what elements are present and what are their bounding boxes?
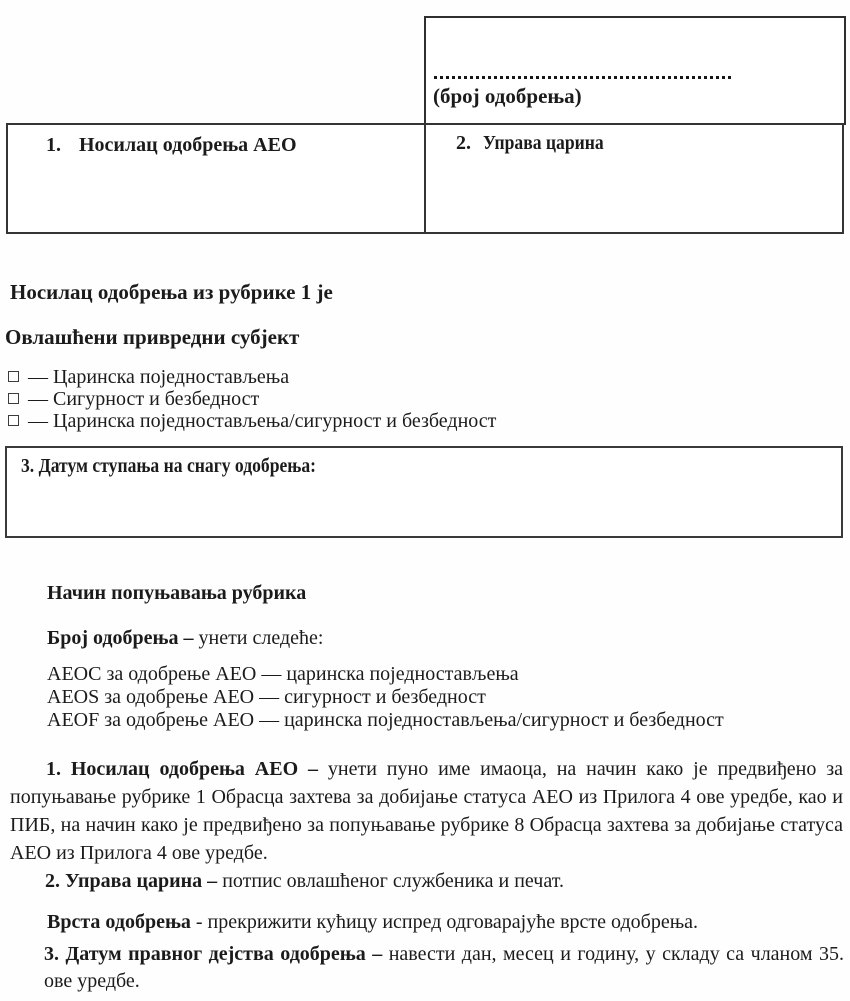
holder-customs-table [6, 123, 844, 234]
approval-code-list [47, 663, 724, 732]
checkbox-row-security-safety [8, 388, 259, 410]
instruction-item2-text: потпис овлашћеног службеника и печат. [222, 870, 564, 892]
instruction-item3-paragraph [44, 941, 844, 995]
approval-number-fill-line [434, 76, 731, 79]
holder-statement-line: Носилац одобрења из рубрике 1 је [10, 280, 333, 304]
approval-type-note [47, 910, 698, 934]
instruction-item2-paragraph [45, 869, 564, 893]
table-cell-customs [426, 125, 842, 232]
instruction-item1-paragraph [10, 755, 843, 867]
checkbox-combined[interactable] [8, 415, 19, 426]
instruction-item1-text: унети пуно име имаоца, на начин како је предвиђено за попуњавање рубрике 1 Обрасца захтева за добијање статуса АЕО из Прилога 4 ове уредбе, као и ПИБ, на начин како је предвиђено за попуњавање рубрике 8 Обрасца захтева за добијање статуса АЕО из Прилога 4 ове уредбе. [10, 758, 843, 864]
checkbox-label-combined: — Царинска поједностављења/сигурност и безбедност [28, 410, 497, 432]
approval-code-aeoc: AEOC за одобрење АЕО — царинска поједностављења [47, 663, 519, 685]
date-of-entry-label: 3. Датум ступања на снагу одобрења: [21, 455, 316, 477]
checkbox-customs-simplifications[interactable] [8, 371, 19, 382]
table-cell-holder [8, 125, 426, 232]
checkbox-security-safety[interactable] [8, 393, 19, 404]
instruction-item2-lead: 2. Управа царина – [45, 870, 218, 892]
cell2-label: Управа царина [483, 132, 604, 154]
approval-type-note-text: - прекрижити кућицу испред одговарајуће врсте одобрења. [195, 911, 699, 933]
approval-type-note-lead: Врста одобрења [47, 911, 191, 933]
cell1-label: Носилац одобрења АЕО [79, 134, 297, 156]
cell2-number: 2. [456, 132, 471, 154]
date-of-entry-box [5, 446, 843, 538]
instructions-heading: Начин попуњавања рубрика [47, 582, 307, 604]
cell1-number: 1. [46, 134, 61, 156]
instruction-item3-text: навести дан, месец и годину, у складу са чланом 35. ове уредбе. [44, 943, 845, 992]
approval-number-caption: (број одобрења) [433, 84, 582, 108]
instruction-item1-lead: 1. Носилац одобрења АЕО – [46, 758, 319, 780]
approval-number-instruction-text: унети следеће: [198, 627, 324, 649]
checkbox-label-security-safety: — Сигурност и безбедност [28, 388, 260, 410]
approval-code-aeof: AEOF за одобрење АЕО — царинска поједностављења/сигурност и безбедност [47, 709, 724, 731]
checkbox-row-customs-simplifications [8, 366, 289, 388]
checkbox-row-combined [8, 410, 496, 432]
authorized-subject-heading: Овлашћени привредни субјект [5, 325, 300, 349]
approval-code-aeos: AEOS за одобрење АЕО — сигурност и безбедност [47, 686, 486, 708]
checkbox-label-customs-simplifications: — Царинска поједностављења [28, 366, 290, 388]
approval-number-instruction [47, 626, 323, 650]
instruction-item3-lead: 3. Датум правног дејства одобрења – [44, 943, 383, 965]
approval-number-box [424, 16, 846, 125]
approval-number-instruction-lead: Број одобрења – [47, 627, 194, 649]
